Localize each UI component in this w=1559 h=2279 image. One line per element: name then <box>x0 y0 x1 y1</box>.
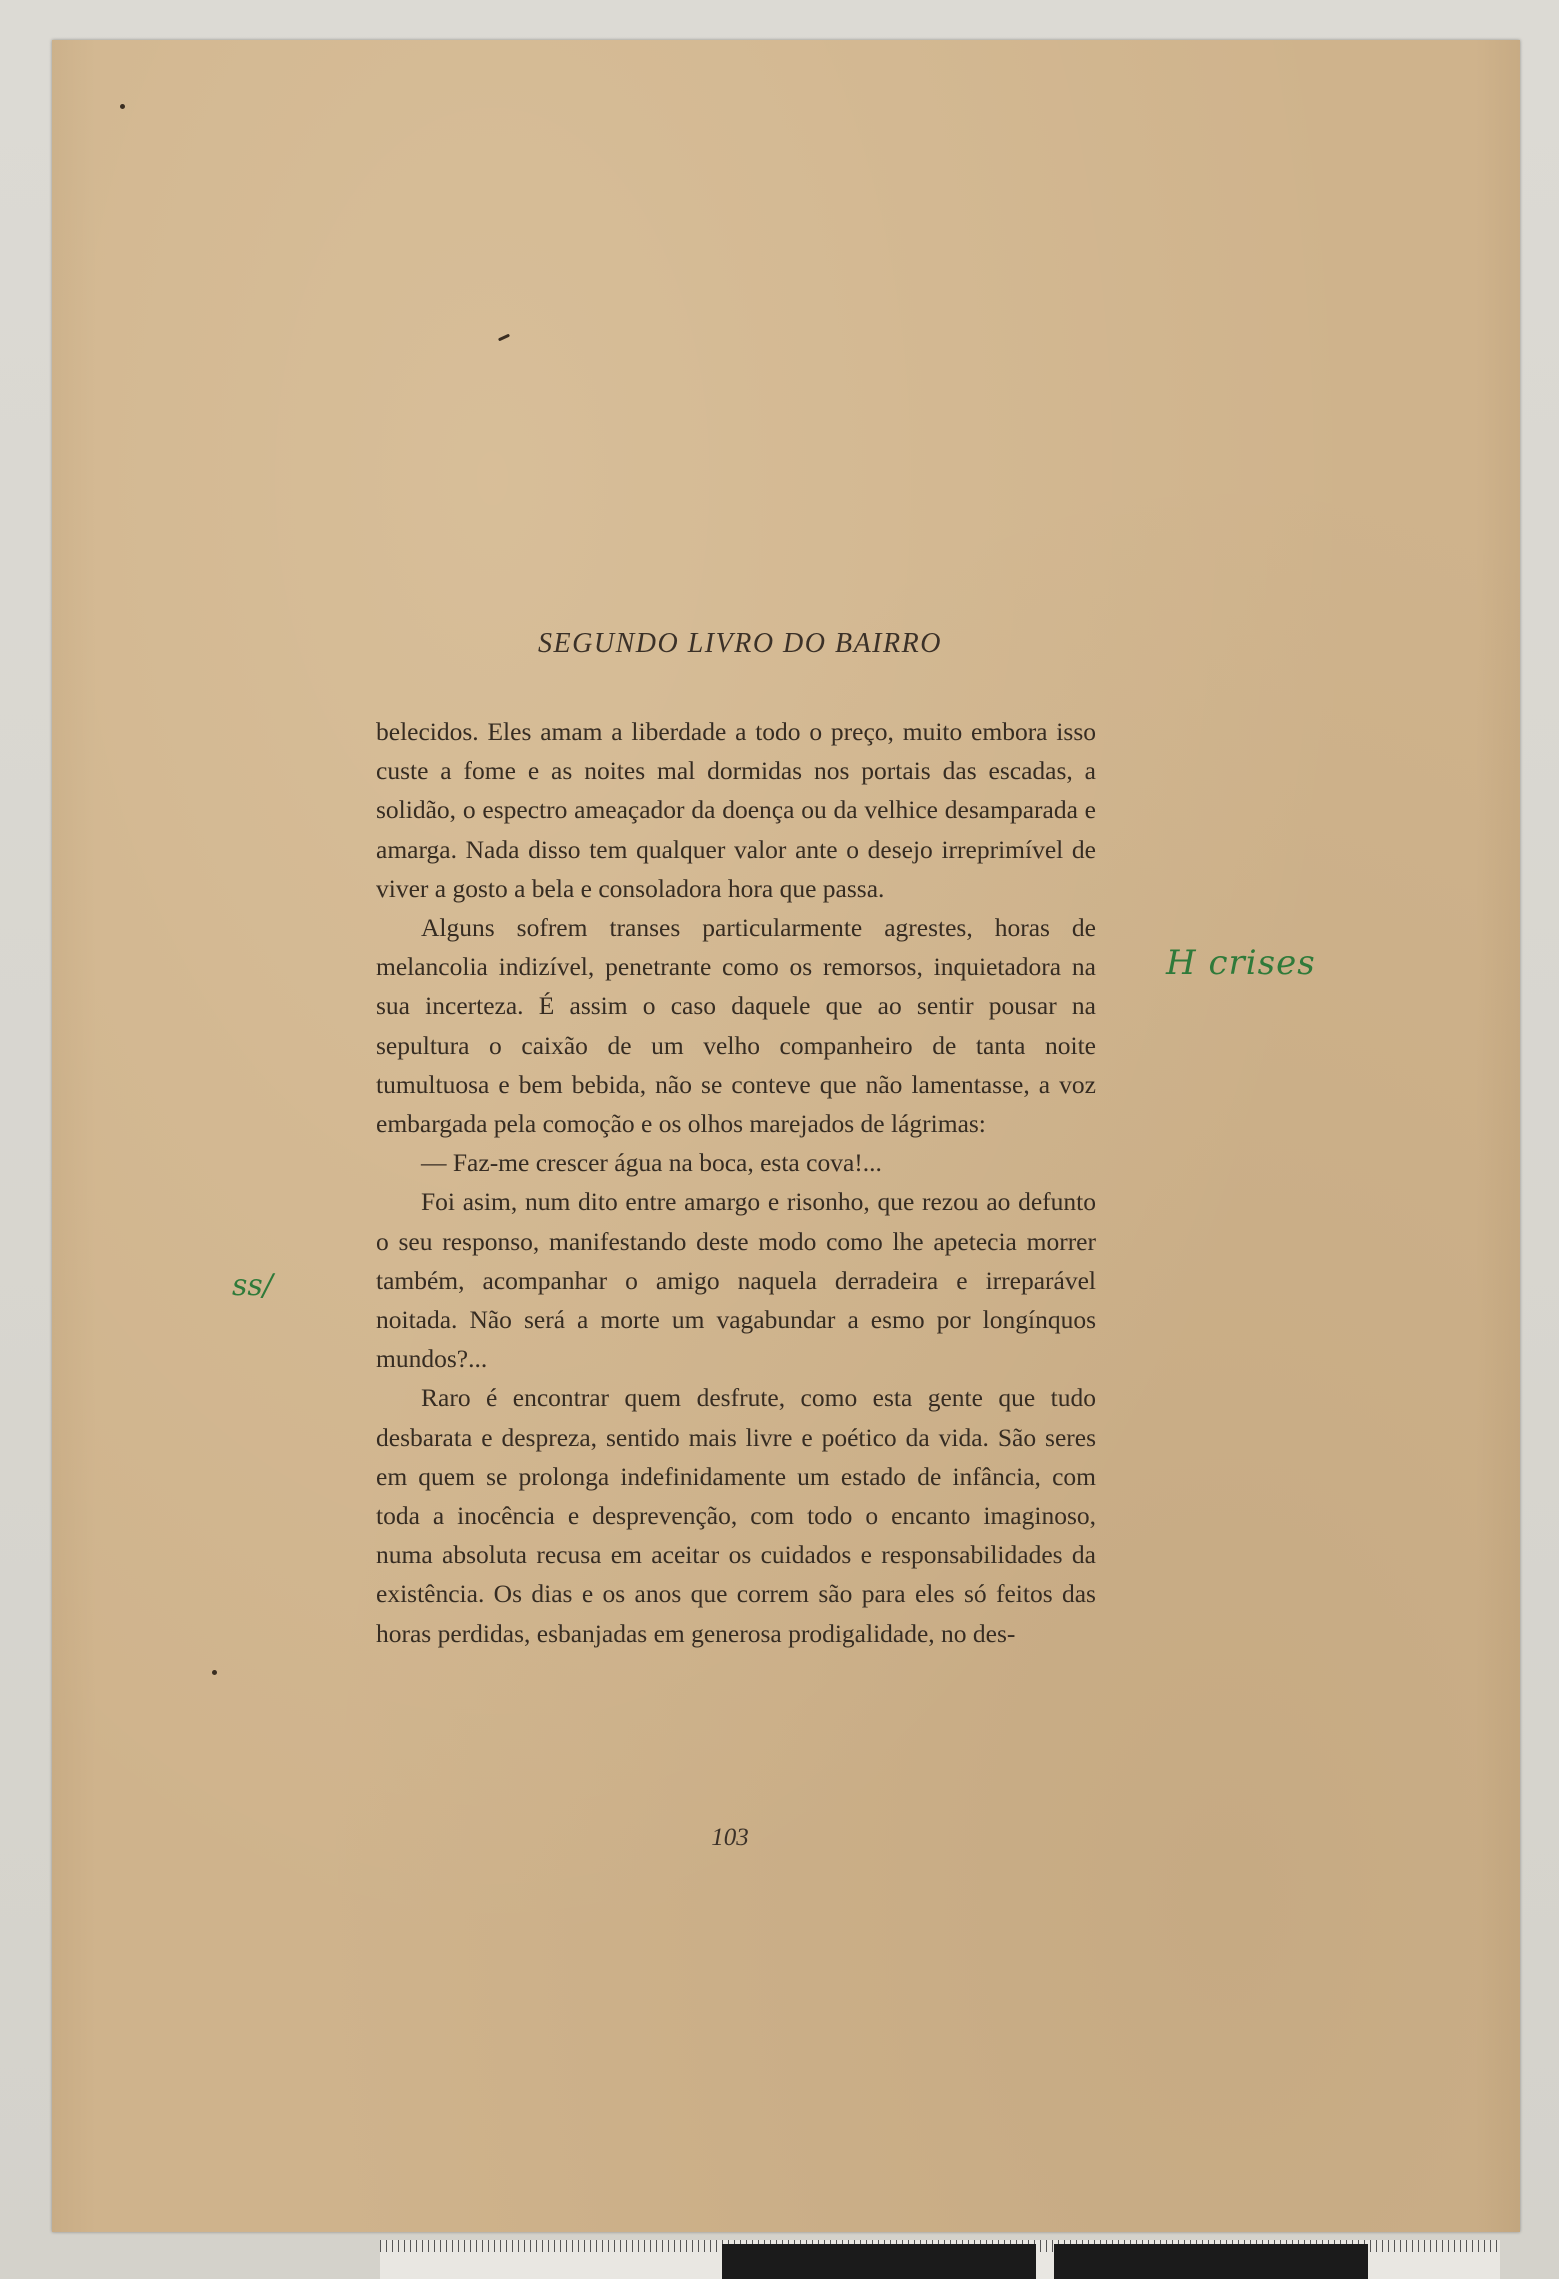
margin-annotation-left: ss/ <box>232 1268 273 1303</box>
color-calibration-block <box>722 2244 1036 2279</box>
color-calibration-block <box>1054 2244 1368 2279</box>
paragraph: — Faz-me crescer água na boca, esta cova!... <box>421 1148 882 1178</box>
running-head: SEGUNDO LIVRO DO BAIRRO <box>538 628 942 659</box>
body-text <box>376 712 1096 1653</box>
paragraph: Foi asim, num dito entre amargo e risonho, que rezou ao defunto o seu responso, manifestando deste modo como lhe apetecia morrer também, acompanhar o amigo naquela derradeira e irreparável noitada. Não será a morte um vagabundar a esmo por longínquos mundos?... <box>376 1187 1096 1374</box>
paper-speck <box>212 1670 217 1675</box>
paragraph: belecidos. Eles amam a liberdade a todo o preço, muito embora isso custe a fome e as noites mal dormidas nos portais das escadas, a solidão, o espectro ameaçador da doença ou da velhice desamparada e amarga. Nada disso tem qualquer valor ante o desejo irreprimível de viver a gosto a bela e consoladora hora que passa. <box>376 717 1096 903</box>
page-number: 103 <box>711 1824 749 1851</box>
paragraph: Raro é encontrar quem desfrute, como esta gente que tudo desbarata e despreza, sentido mais livre e poético da vida. São seres em quem se prolonga indefinidamente um estado de infância, com toda a inocência e desprevenção, com todo o encanto imaginoso, numa absoluta recusa em aceitar os cuidados e responsabilidades da existência. Os dias e os anos que correm são para eles só feitos das horas perdidas, esbanjadas em generosa prodigalidade, no des- <box>376 1383 1096 1648</box>
paper-speck <box>120 104 125 109</box>
margin-annotation-right: H crises <box>1166 943 1316 983</box>
paragraph: Alguns sofrem transes particularmente agrestes, horas de melancolia indizível, penetrante como os remorsos, inquietadora na sua incerteza. É assim o caso daquele que ao sentir pousar na sepultura o caixão de um velho companheiro de tanta noite tumultuosa e bem bebida, não se conteve que não lamentasse, a voz embargada pela comoção e os olhos marejados de lágrimas: <box>376 913 1096 1139</box>
